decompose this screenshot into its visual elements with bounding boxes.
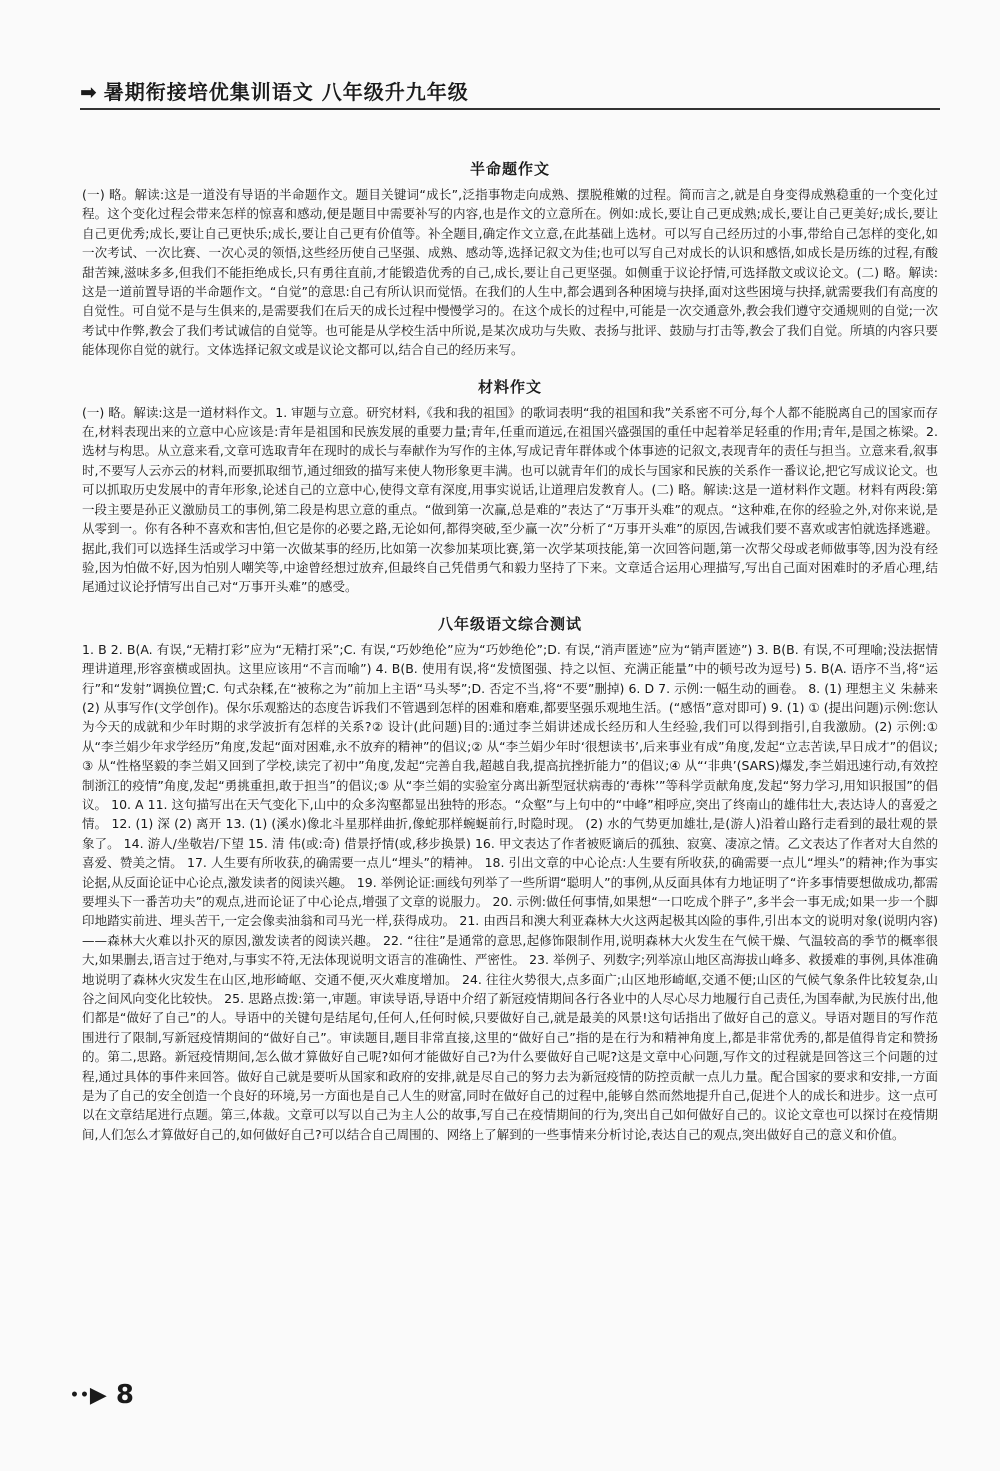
page-content xyxy=(82,158,938,1160)
triangle-icon: ▶ xyxy=(89,1383,107,1408)
page-number: 8 xyxy=(115,1380,134,1410)
section-title: 半命题作文 xyxy=(469,160,550,178)
section-half-title-essay xyxy=(82,158,938,360)
page-footer xyxy=(70,1380,134,1410)
header-divider xyxy=(80,108,940,110)
section-body: (一) 略。解读:这是一道没有导语的半命题作文。题目关键词“成长”,泛指事物走向成熟、摆脱稚嫩的过程。简而言之,就是自身变得成熟稳重的一个变化过程。这个变化过程会带来怎样的惊喜和感动,便是题目中需要补写的内容,也是作文的立意所在。例如:成长,要让自己更成熟;成长,要让自己更美好;成长,要让自己更优秀;成长,要让自己更快乐;成长,要让自己更有价值等。补全题目,确定作文立意,在此基础上选材。可以写自己经历过的小事,带给自己怎样的变化,如一次考试、一次比赛、一次心灵的领悟,这些经历使自己坚强、成熟、感动等,选择记叙文为佳;也可以写自己对成长的认识和感悟,如成长是历练的过程,有酸甜苦辣,滋味多多,但我们不能拒绝成长,只有勇往直前,才能锻造优秀的自己,成长,要让自己更坚强。如侧重于议论抒情,可选择散文或议论文。(二) 略。解读:这是一道前置导语的半命题作文。“自觉”的意思:自己有所认识而觉悟。在我们的人生中,都会遇到各种困境与抉择,面对这些困境与抉择,就需要我们有高度的自觉性。可自觉不是与生俱来的,是需要我们在后天的成长过程中慢慢学习的。在这个成长的过程中,可能是一次交通意外,教会我们遵守交通规则的自觉;一次考试中作弊,教会了我们考试诚信的自觉等。也可能是从学校生活中所说,是某次成功与失败、表扬与批评、鼓励与打击等,教会了我们自觉。所填的内容只要能体现你自觉的就行。文体选择记叙文或是议论文都可以,结合自己的经历来写。 xyxy=(82,187,938,358)
section-title: 材料作文 xyxy=(477,377,542,396)
section-material-essay xyxy=(82,376,938,597)
arrow-icon: ➡ xyxy=(80,80,98,104)
section-body: (一) 略。解读:这是一道材料作文。1. 审题与立意。研究材料,《我和我的祖国》的歌词表明“我的祖国和我”关系密不可分,每个人都不能脱离自己的国家而存在,材料表现出来的立意中心应该是:青年是祖国和民族发展的重要力量;青年,任重而道远,在祖国兴盛强国的重任中起着举足轻重的作用;青年,是国之栋梁。2. 选材与构思。从立意来看,文章可选取青年在现时的成长与奉献作为写作的主体,写成记青年群体或个体事迹的记叙文,表现青年的责任与担当。立意来看,叙事时,不要写人云亦云的材料,而要抓取细节,通过细致的描写来使人物形象更丰满。也可以就青年们的成长与国家和民族的关系作一番议论,把它写成议论文。也可以抓取历史发展中的青年形象,论述自己的立意中心,使得文章有深度,用事实说话,让道理启发教育人。(二) 略。解读:这是一道材料作文题。材料有两段:第一段主要是孙正义激励员工的事例,第二段是构思立意的重点。“做到第一次赢,总是难的”表达了“万事开头难”的观点。“这种难,在你的经验之外,对你来说,是从零到一。你有各种不喜欢和害怕,但它是你的必要之路,无论如何,都得突破,至少赢一次”分析了“万事开头难”的原因,告诫我们要不喜欢或害怕就选择逃避。据此,我们可以选择生活或学习中第一次做某事的经历,比如第一次参加某项比赛,第一次学某项技能,第一次回答问题,第一次帮父母或老师做事等,因为没有经验,因为怕做不好,因为怕别人嘲笑等,中途曾经想过放弃,但最终自己凭借勇气和毅力坚持了下来。文章适合运用心理描写,写出自己面对困难时的矛盾心理,结尾通过议论抒情写出自己对“万事开头难”的感受。 xyxy=(82,404,938,595)
running-header xyxy=(80,76,940,105)
section-comprehensive-test xyxy=(82,613,938,1145)
header-title: 暑期衔接培优集训语文 八年级升九年级 xyxy=(103,80,469,104)
dots-icon: •• xyxy=(70,1387,90,1404)
section-body: 1. B 2. B(A. 有误,“无精打彩”应为“无精打采”;C. 有误,“巧妙绝伦”应为“巧妙绝伦”;D. 有误,“消声匿迹”应为“销声匿迹”) 3. B(B. 有误,不可理喻;没法据情理讲道理,形容蛮横或固执。这里应该用“不言而喻”) 4. B(B. 使用有误,将“发愤图强、持之以恒、充满正能量”中的顿号改为逗号) 5. B(A. 语序不当,将“运行”和“发射”调换位置;C. 句式杂糅,在“被称之为”前加上主语“马头琴”;D. 否定不当,将“不要”删掉) 6. D 7. 示例:一幅生动的画卷。 8. (1) 理想主义 朱赫来 (2) 从事写作(文学创作)。保尔乐观豁达的态度告诉我们不管遇到怎样的困难和磨难,都要坚强乐观地生活。(“感悟”意对即可) 9. (1) ① (提出问题)示例:您认为今天的成就和少年时期的求学波折有怎样的关系?② 设计(此问题)目的:通过李兰娟讲述成长经历和人生经验,我们可以得到指引,自我激励。(2) 示例:① 从“李兰娟少年求学经历”角度,发起“面对困难,永不放弃的精神”的倡议;② 从“李兰娟少年时‘很想读书’,后来事业有成”角度,发起“立志苦读,早日成才”的倡议;③ 从“性格坚毅的李兰娟又回到了学校,读完了初中”角度,发起“完善自我,超越自我,提高抗挫折能力”的倡议;④ 从“‘非典’(SARS)爆发,李兰娟迅速行动,有效控制浙江的疫情”角度,发起“勇挑重担,敢于担当”的倡议;⑤ 从“李兰娟的实验室分离出新型冠状病毒的‘毒株’”等科学贡献角度,发起“努力学习,用知识报国”的倡议。 10. A 11. 这句描写出在天气变化下,山中的众多沟壑都显出独特的形态。“众壑”与上句中的“中峰”相呼应,突出了终南山的雄伟壮大,表达诗人的喜爱之情。 12. (1) 深 (2) 离开 13. (1) (溪水)像北斗星那样曲折,像蛇那样蜿蜒前行,时隐时现。 (2) 水的气势更加雄壮,是(游人)沿着山路行走看到的最壮观的景象了。 14. 游人/坐敬岩/下望 15. 清 伟(或:奇) 借景抒情(或,移步换景) 16. 甲文表达了作者被贬谪后的孤独、寂寞、凄凉之情。乙文表达了作者对大自然的喜爱、赞美之情。 17. 人生要有所收获,的确需要一点儿“埋头”的精神。 18. 引出文章的中心论点:人生要有所收获,的确需要一点儿“埋头”的精神;作为事实论据,从反面论证中心论点,激发读者的阅读兴趣。 19. 举例论证:画线句列举了一些所谓“聪明人”的事例,从反面具体有力地证明了“许多事情要想做成功,都需要埋头下一番苦功夫”的观点,进而论证了中心论点,增强了文章的说服力。 20. 示例:做任何事情,如果想“一口吃成个胖子”,多半会一事无成;如果一步一个脚印地踏实前进、埋头苦干,一定会像卖油翁和司马光一样,获得成功。 21. 由西吕和澳大利亚森林大火这两起极其凶险的事件,引出本文的说明对象(说明内容)——森林大火难以扑灭的原因,激发读者的阅读兴趣。 22. “往往”是通常的意思,起修饰限制作用,说明森林大火发生在气候干燥、气温较高的季节的概率很大,如果删去,语言过于绝对,与事实不符,无法体现说明文语言的准确性、严密性。 23. 举例子、列数字;列举凉山地区高海拔山峰多、救援难的事例,具体准确地说明了森林火灾发生在山区,地形崎岖、交通不便,灭火难度增加。 24. 往往火势很大,点多面广;山区地形崎岖,交通不便;山区的气候气象条件比较复杂,山谷之间风向变化比较快。 25. 思路点拨:第一,审题。审读导语,导语中介绍了新冠疫情期间各行各业中的人尽心尽力地履行自己责任,为国奉献,为民族付出,他们都是“做好了自己”的人。导语中的关键句是结尾句,任何人,任何时候,只要做好自己,就是最美的风景!这句话指出了做好自己的意义。导语对题目的写作范围进行了限制,写新冠疫情期间的“做好自己”。审读题目,题目非常直接,这里的“做好自己”指的是在行为和精神角度上,都是非常优秀的,都是值得肯定和赞扬的。第二,思路。新冠疫情期间,怎么做才算做好自己呢?如何才能做好自己?为什么要做好自己呢?这是文章中心问题,写作文的过程就是回答这三个问题的过程,通过具体的事件来回答。做好自己就是要听从国家和政府的安排,就是尽自己的努力去为新冠疫情的防控贡献一点儿力量。配合国家的要求和安排,一方面是为了自己的安全创造一个良好的环境,另一方面也是自己人生的财富,同时在做好自己的过程中,能够自然而然地提升自己,促进个人的成长和进步。这一点可以在文章结尾进行点题。第三,体裁。文章可以写以自己为主人公的故事,写自己在疫情期间的行为,突出自己如何做好自己的。议论文章也可以探讨在疫情期间,人们怎么才算做好自己的,如何做好自己?可以结合自己周围的、网络上了解到的一些事情来分析讨论,表达自己的观点,突出做好自己的意义和价值。 xyxy=(82,641,938,1142)
section-title: 八年级语文综合测试 xyxy=(437,614,582,633)
